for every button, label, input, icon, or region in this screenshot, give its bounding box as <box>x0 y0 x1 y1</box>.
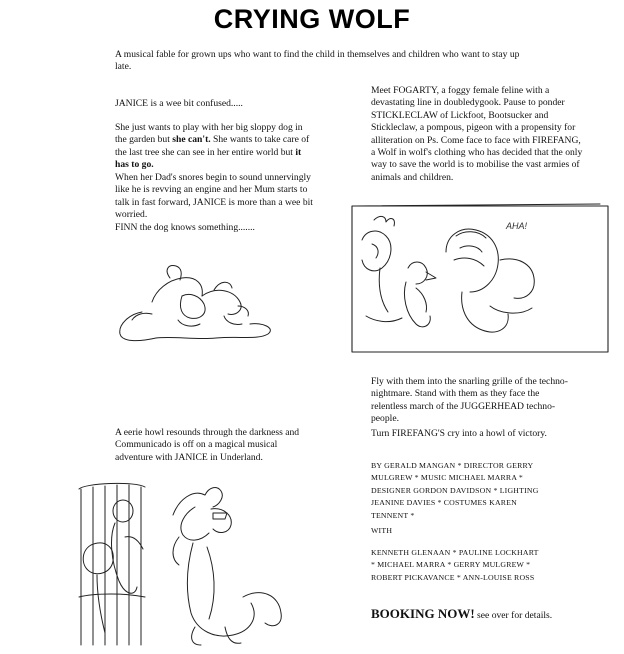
p2-part-b: she can't. <box>172 134 211 146</box>
janice-play-text <box>115 122 313 172</box>
janice-confused-text: JANICE is a wee bit confused..... <box>115 98 243 109</box>
fly-with-them-text: Fly with them into the snarling grille of the techno-nightmare. Stand with them as they face the relentless march of the JUGGERHEAD techno-people. <box>371 376 568 425</box>
booking-details: see over for details. <box>474 610 553 621</box>
credits-text: BY GERALD MANGAN * DIRECTOR GERRY MULGREW * MUSIC MICHAEL MARRA * DESIGNER GORDON DAVIDSON * LIGHTING JEANINE DAVIES * COSTUMES KAREN TENNENT * <box>371 461 539 520</box>
page-title: CRYING WOLF <box>213 4 411 34</box>
eerie-howl-text: A eerie howl resounds through the darkness and Communicado is off on a magical musical adventure with JANICE in Underland. <box>115 427 300 463</box>
intro-text: A musical fable for grown ups who want to find the child in themselves and children who want to stay up late. <box>115 49 520 73</box>
booking-line <box>371 608 611 622</box>
fogarty-text: Meet FOGARTY, a foggy female feline with a devastating line in doubledygook. Pause to ponder STICKLECLAW of Lickfoot, Bootsucker and Stickleclaw, a pompous, pigeon with a propensity for alliteration on Ps. Come face to face with FIREFANG, a Wolf in wolf's clothing who has decided that the only way to save the world is to mobilise the vast armies of animals and children. <box>371 85 583 183</box>
characters-sketch <box>350 196 612 356</box>
sketch-caption: AHA! <box>506 221 528 231</box>
cage-and-wolf-sketch <box>75 477 290 649</box>
firefang-cry-text: Turn FIREFANG'S cry into a howl of victory. <box>371 428 547 439</box>
booking-now: BOOKING NOW! <box>371 606 475 621</box>
with-label: WITH <box>371 526 393 535</box>
p2-part-a: She just wants to play with her big sloppy dog in the garden but <box>115 122 303 146</box>
p2-part-c: She wants to take care of the last tree she can see in her entire world but <box>115 134 310 158</box>
dad-snores-text: When her Dad's snores begin to sound unnervingly like he is revving an engine and her Mum starts to talk in fast forward, JANICE is more than a wee bit worried. <box>115 172 313 221</box>
finn-text: FINN the dog knows something....... <box>115 222 255 233</box>
sleeping-dog-sketch <box>112 262 277 352</box>
cast-text: KENNETH GLENAAN * PAULINE LOCKHART * MICHAEL MARRA * GERRY MULGREW * ROBERT PICKAVANCE * ANN-LOUISE ROSS <box>371 548 539 582</box>
p2-part-d: it has to go. <box>115 146 302 171</box>
